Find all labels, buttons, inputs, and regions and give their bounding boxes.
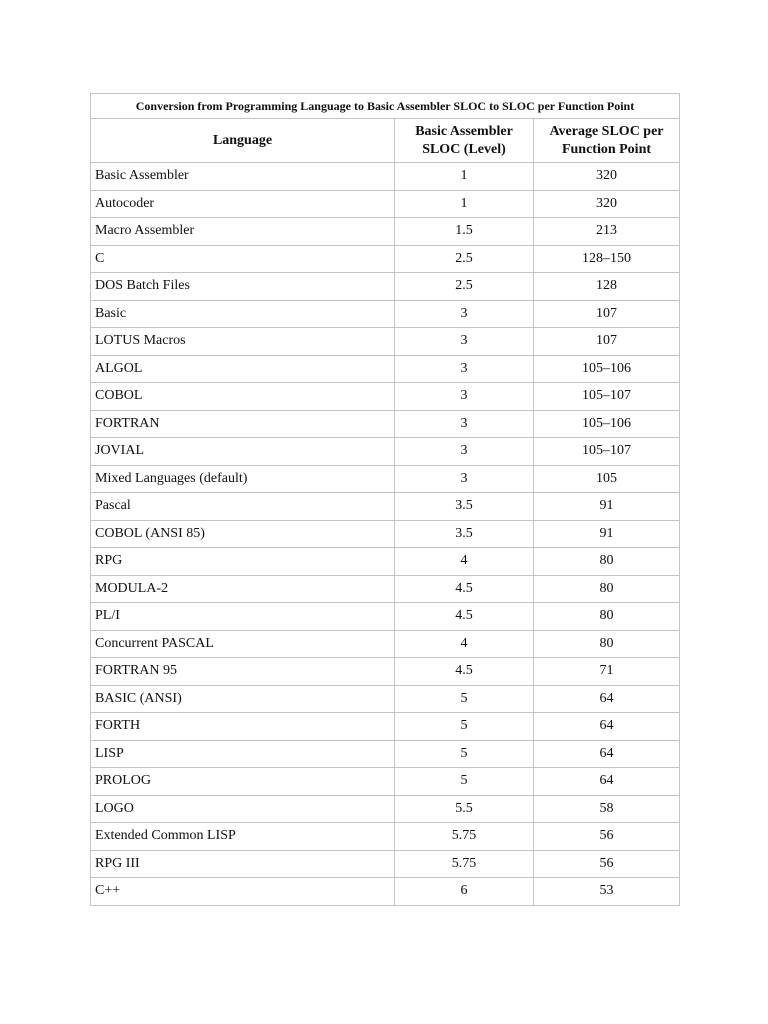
cell-assembler-level: 4.5 [395,575,534,603]
table-row [91,465,680,493]
cell-language: C++ [91,878,395,906]
cell-sloc-per-fp: 105–106 [534,355,680,383]
table-row [91,300,680,328]
cell-sloc-per-fp: 105 [534,465,680,493]
cell-assembler-level: 3 [395,438,534,466]
cell-sloc-per-fp: 64 [534,713,680,741]
header-row [91,119,680,163]
table-row [91,383,680,411]
cell-assembler-level: 5 [395,768,534,796]
cell-assembler-level: 3 [395,328,534,356]
cell-sloc-per-fp: 107 [534,328,680,356]
cell-language: LISP [91,740,395,768]
table-row [91,273,680,301]
table-row [91,768,680,796]
cell-assembler-level: 1 [395,190,534,218]
cell-sloc-per-fp: 320 [534,163,680,191]
cell-assembler-level: 5 [395,740,534,768]
cell-assembler-level: 4 [395,548,534,576]
cell-assembler-level: 3 [395,410,534,438]
cell-sloc-per-fp: 64 [534,740,680,768]
table-row [91,603,680,631]
cell-assembler-level: 3 [395,355,534,383]
cell-language: Mixed Languages (default) [91,465,395,493]
cell-assembler-level: 3 [395,383,534,411]
table-row [91,548,680,576]
header-language: Language [91,119,395,163]
cell-sloc-per-fp: 320 [534,190,680,218]
cell-language: Extended Common LISP [91,823,395,851]
cell-assembler-level: 2.5 [395,245,534,273]
table-row [91,520,680,548]
cell-language: FORTRAN [91,410,395,438]
cell-assembler-level: 4 [395,630,534,658]
cell-sloc-per-fp: 53 [534,878,680,906]
cell-language: PL/I [91,603,395,631]
cell-language: FORTH [91,713,395,741]
table-row [91,658,680,686]
cell-language: LOGO [91,795,395,823]
cell-language: COBOL [91,383,395,411]
table-row [91,163,680,191]
cell-language: JOVIAL [91,438,395,466]
cell-sloc-per-fp: 128 [534,273,680,301]
cell-assembler-level: 3.5 [395,493,534,521]
table-row [91,328,680,356]
cell-language: PROLOG [91,768,395,796]
cell-language: DOS Batch Files [91,273,395,301]
cell-language: Basic Assembler [91,163,395,191]
table-row [91,575,680,603]
cell-sloc-per-fp: 91 [534,493,680,521]
cell-sloc-per-fp: 107 [534,300,680,328]
cell-language: C [91,245,395,273]
cell-sloc-per-fp: 56 [534,823,680,851]
cell-sloc-per-fp: 105–107 [534,438,680,466]
cell-language: MODULA-2 [91,575,395,603]
conversion-table [90,93,680,906]
cell-sloc-per-fp: 64 [534,768,680,796]
cell-sloc-per-fp: 80 [534,575,680,603]
cell-language: Macro Assembler [91,218,395,246]
cell-assembler-level: 4.5 [395,658,534,686]
cell-assembler-level: 5.75 [395,823,534,851]
cell-assembler-level: 4.5 [395,603,534,631]
cell-language: COBOL (ANSI 85) [91,520,395,548]
cell-language: BASIC (ANSI) [91,685,395,713]
cell-sloc-per-fp: 105–106 [534,410,680,438]
cell-language: FORTRAN 95 [91,658,395,686]
table-row [91,713,680,741]
cell-assembler-level: 5.75 [395,850,534,878]
cell-sloc-per-fp: 91 [534,520,680,548]
cell-language: Pascal [91,493,395,521]
cell-assembler-level: 3 [395,300,534,328]
header-assembler-level: Basic Assembler SLOC (Level) [395,119,534,163]
table-row [91,740,680,768]
cell-sloc-per-fp: 71 [534,658,680,686]
cell-assembler-level: 5 [395,685,534,713]
table-row [91,410,680,438]
caption-row [91,94,680,119]
table-row [91,685,680,713]
table-row [91,630,680,658]
cell-assembler-level: 6 [395,878,534,906]
cell-sloc-per-fp: 128–150 [534,245,680,273]
cell-language: LOTUS Macros [91,328,395,356]
cell-language: Autocoder [91,190,395,218]
table-row [91,493,680,521]
cell-assembler-level: 5 [395,713,534,741]
document-page [90,93,679,906]
cell-sloc-per-fp: 64 [534,685,680,713]
cell-sloc-per-fp: 80 [534,603,680,631]
cell-assembler-level: 2.5 [395,273,534,301]
cell-assembler-level: 3.5 [395,520,534,548]
table-row [91,795,680,823]
cell-sloc-per-fp: 80 [534,548,680,576]
cell-language: RPG III [91,850,395,878]
table-row [91,438,680,466]
cell-sloc-per-fp: 58 [534,795,680,823]
table-body [91,163,680,906]
cell-sloc-per-fp: 80 [534,630,680,658]
table-row [91,850,680,878]
cell-language: RPG [91,548,395,576]
cell-language: Basic [91,300,395,328]
cell-assembler-level: 1 [395,163,534,191]
cell-sloc-per-fp: 213 [534,218,680,246]
cell-assembler-level: 1.5 [395,218,534,246]
table-row [91,878,680,906]
table-row [91,355,680,383]
table-row [91,190,680,218]
table-row [91,823,680,851]
cell-language: ALGOL [91,355,395,383]
table-caption: Conversion from Programming Language to Basic Assembler SLOC to SLOC per Function Point [91,94,680,119]
header-sloc-per-fp: Average SLOC per Function Point [534,119,680,163]
cell-sloc-per-fp: 105–107 [534,383,680,411]
cell-assembler-level: 3 [395,465,534,493]
table-row [91,245,680,273]
cell-sloc-per-fp: 56 [534,850,680,878]
cell-assembler-level: 5.5 [395,795,534,823]
table-row [91,218,680,246]
cell-language: Concurrent PASCAL [91,630,395,658]
